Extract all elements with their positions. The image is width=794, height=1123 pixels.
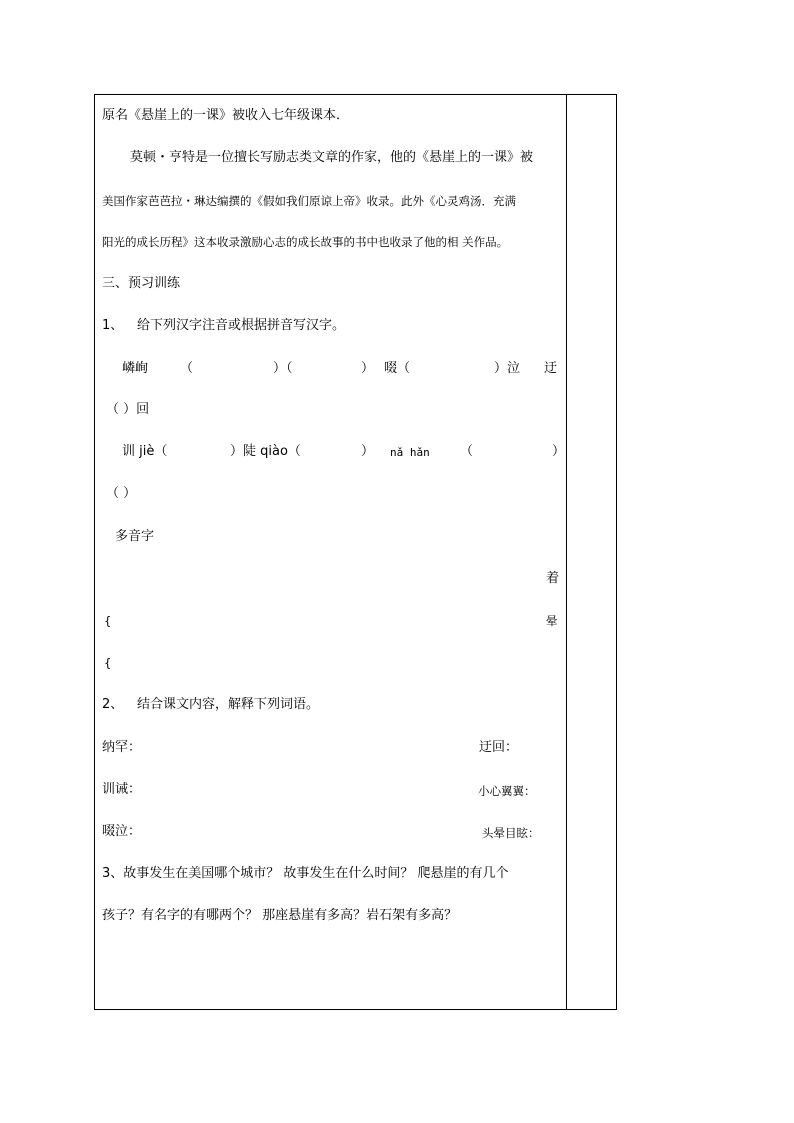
q1-text: 给下列汉字注音或根据拼音写汉字。 <box>137 318 346 333</box>
intro-line-3: 美国作家芭芭拉・琳达编撰的《假如我们原谅上帝》收录。此外《心灵鸡汤．充满 <box>102 194 516 208</box>
q1-number: 1、 <box>102 318 124 333</box>
paren-close-2: ） <box>361 444 375 459</box>
intro-line-1: 原名《悬崖上的一课》被收入七年级课本． <box>102 108 350 123</box>
polyphone-label: 多音字 <box>115 529 155 544</box>
term-yuhui: 迂回： <box>479 740 519 755</box>
paren-open-3: （ <box>460 444 474 459</box>
q3-line-1: 3、故事发生在美国哪个城市？ 故事发生在什么时间？ 爬悬崖的有几个 <box>102 866 509 881</box>
q3-line-2: 孩子？有名字的有哪两个？ 那座悬崖有多高？岩石架有多高？ <box>102 908 458 923</box>
term-xiaoxinyiyi: 小心翼翼： <box>478 784 536 798</box>
intro-line-4: 阳光的成长历程》这本收录激励心志的成长故事的书中也收录了他的相 关作品。 <box>102 235 509 249</box>
term-chuoqi: 啜泣： <box>102 824 142 839</box>
word-douqiao: ）陡 qiào（ <box>230 444 301 459</box>
intro-line-2: 莫顿・亨特是一位擅长写励志类文章的作家，他的《悬崖上的一课》被 <box>130 150 534 165</box>
paren-close-3: ） <box>552 444 566 459</box>
pinyin-nahan: nǎ hǎn <box>390 446 430 459</box>
paren-open: （ <box>180 361 194 376</box>
word-linxun: 嶙峋 <box>122 361 149 376</box>
paren-close: ） <box>361 361 375 376</box>
brace-2: { <box>104 656 112 670</box>
paren-blank: （ ） <box>106 486 137 501</box>
word-huihui: （ ）回 <box>106 402 150 417</box>
q2-number: 2、 <box>102 697 124 712</box>
polyphone-zhe: 着 <box>546 571 560 586</box>
paren-close-open: ）（ <box>273 361 293 376</box>
term-xunjie: 训诫： <box>102 782 142 797</box>
column-divider <box>566 94 567 1010</box>
term-nahan: 纳罕： <box>102 740 142 755</box>
polyphone-yun: 晕 <box>546 614 558 628</box>
word-chuo: 啜（ <box>384 361 411 376</box>
brace-1: { <box>104 614 112 628</box>
word-xunjie: 训 jiè（ <box>122 444 168 459</box>
q2-text: 结合课文内容，解释下列词语。 <box>137 697 320 712</box>
word-yu: 迂 <box>544 361 558 376</box>
term-touyunmuxuan: 头晕目眩： <box>482 826 540 840</box>
section-heading: 三、预习训练 <box>102 276 181 291</box>
word-qi: ）泣 <box>494 361 521 376</box>
